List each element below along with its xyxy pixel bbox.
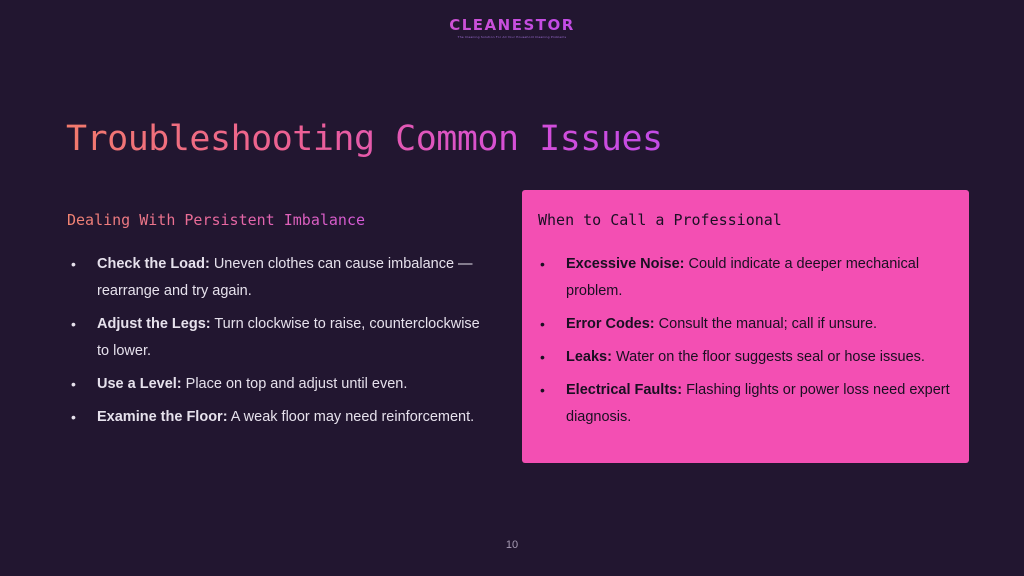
bullet-dot-icon: • [540,382,545,398]
logo-wordmark: CLEANESTOR [0,16,1024,34]
item-term: Examine the Floor: [97,409,228,425]
bullet-dot-icon: • [71,316,76,332]
bullet-dot-icon: • [540,349,545,365]
item-term: Adjust the Legs: [97,316,211,332]
list-item [538,251,958,305]
brand-logo [0,16,1024,39]
item-text: Uneven clothes can cause imbalance — rearrange and try again. [97,256,473,299]
page-number: 10 [505,539,519,551]
list-item [538,377,958,431]
left-section-heading: Dealing With Persistent Imbalance [67,211,366,229]
slide-title: Troubleshooting Common Issues [66,119,663,159]
bullet-dot-icon: • [71,409,76,425]
item-text: Could indicate a deeper mechanical problem. [566,256,920,299]
professional-help-card [522,190,969,463]
item-term: Electrical Faults: [566,382,683,398]
item-term: Use a Level: [97,376,182,392]
bullet-dot-icon: • [540,316,545,332]
item-term: Excessive Noise: [566,256,685,272]
item-term: Check the Load: [97,256,210,272]
list-item [69,371,489,398]
bullet-dot-icon: • [540,256,545,272]
item-term: Leaks: [566,349,612,365]
list-item [69,311,489,365]
item-text: Turn clockwise to raise, counterclockwise to lower. [97,316,480,359]
item-text: Water on the floor suggests seal or hose issues. [611,349,925,365]
professional-reasons-list [538,251,958,437]
bullet-dot-icon: • [71,256,76,272]
item-text: A weak floor may need reinforcement. [227,409,475,425]
list-item [69,251,489,305]
logo-tagline: The Cleaning Solution For All Your Household Cleaning Problems [457,35,567,39]
bullet-dot-icon: • [71,376,76,392]
list-item [538,344,958,371]
imbalance-tips-list [69,251,489,437]
card-heading: When to Call a Professional [538,211,782,229]
item-text: Flashing lights or power loss need expert diagnosis. [566,382,950,425]
item-text: Consult the manual; call if unsure. [654,316,878,332]
item-text: Place on top and adjust until even. [181,376,408,392]
item-term: Error Codes: [566,316,655,332]
list-item [69,404,489,431]
list-item [538,311,958,338]
